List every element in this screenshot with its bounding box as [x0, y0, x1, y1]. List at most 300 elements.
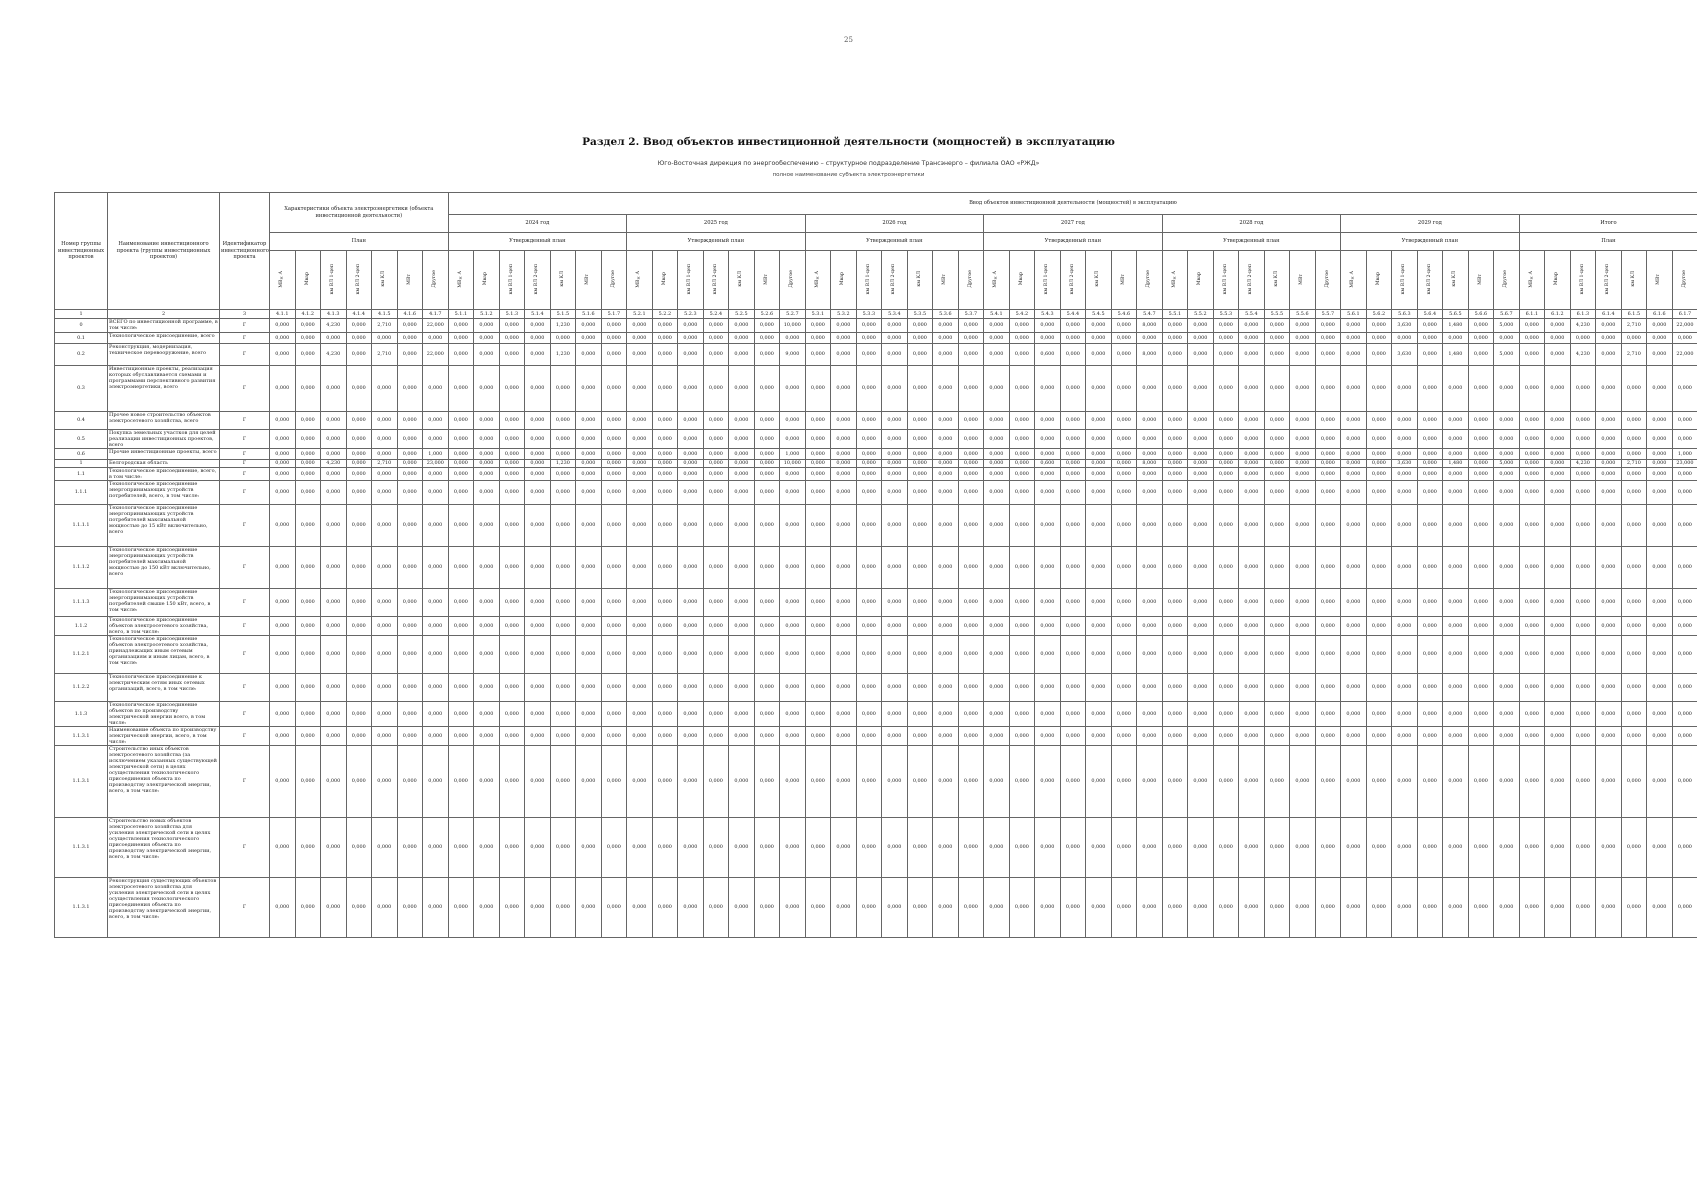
row-value: 0,000: [984, 468, 1010, 481]
row-value: 0,000: [1647, 746, 1673, 818]
row-value: 0,000: [831, 460, 857, 468]
row-value: 0,000: [346, 460, 372, 468]
header-unit: [856, 251, 882, 310]
row-value: 0,000: [754, 412, 780, 430]
table-row: [55, 547, 1697, 589]
row-value: 0,000: [1417, 460, 1443, 468]
row-value: 0,000: [1009, 878, 1035, 938]
row-value: 0,000: [729, 481, 755, 505]
row-value: 0,000: [1111, 589, 1137, 617]
row-value: 0,000: [1647, 636, 1673, 674]
row-value: 0,000: [754, 333, 780, 344]
row-value: 0,000: [1392, 818, 1418, 878]
row-value: 0,000: [1239, 702, 1265, 727]
column-number: 3: [220, 310, 270, 319]
row-value: 0,000: [703, 460, 729, 468]
row-value: 0,000: [652, 430, 678, 449]
row-value: 0,000: [933, 430, 959, 449]
row-value: 0,000: [729, 468, 755, 481]
row-value: 0,000: [270, 547, 296, 589]
row-value: 0,000: [1621, 636, 1647, 674]
row-value: 0,000: [1213, 617, 1239, 636]
row-value: 0,000: [1035, 430, 1061, 449]
row-value: 0,000: [1392, 449, 1418, 460]
row-value: 0,000: [1188, 460, 1214, 468]
row-value: 0,000: [1621, 746, 1647, 818]
row-value: 0,000: [729, 702, 755, 727]
row-value: 0,000: [856, 547, 882, 589]
row-value: 0,000: [525, 430, 551, 449]
header-approved-plan: Утвержденный план: [1341, 233, 1520, 251]
header-unit-label: км КЛ: [1095, 271, 1101, 287]
row-value: 0,000: [1545, 366, 1571, 412]
row-value: 0,000: [1111, 505, 1137, 547]
row-value: 0,000: [627, 430, 653, 449]
row-value: 0,000: [703, 505, 729, 547]
column-code: 5.2.7: [780, 310, 806, 319]
row-value: 0,000: [856, 344, 882, 366]
row-number: 1.1.1.2: [55, 547, 108, 589]
row-value: 0,000: [805, 412, 831, 430]
row-value: 0,000: [321, 636, 347, 674]
row-value: 0,000: [831, 727, 857, 746]
row-value: 0,000: [499, 460, 525, 468]
row-value: 0,000: [295, 430, 321, 449]
row-value: 0,000: [729, 449, 755, 460]
row-value: 0,000: [448, 468, 474, 481]
row-value: 0,000: [499, 818, 525, 878]
row-value: 0,000: [1468, 727, 1494, 746]
row-value: 0,000: [1213, 430, 1239, 449]
row-value: 0,000: [1162, 547, 1188, 589]
table-row: [55, 481, 1697, 505]
row-value: 0,000: [1392, 366, 1418, 412]
row-value: 0,000: [1264, 617, 1290, 636]
row-value: 0,000: [346, 727, 372, 746]
row-value: 9,000: [780, 344, 806, 366]
row-value: 0,000: [1239, 468, 1265, 481]
row-value: 0,000: [1647, 344, 1673, 366]
row-value: 0,000: [525, 468, 551, 481]
row-value: 0,000: [1264, 319, 1290, 333]
row-value: 0,000: [1621, 547, 1647, 589]
row-value: 0,000: [1264, 636, 1290, 674]
row-value: 0,000: [1443, 702, 1469, 727]
row-name: Технологическое присоединение к электрическим сетям иных сетевых организаций, всего, в том числе:: [108, 674, 220, 702]
row-value: 0,000: [1366, 727, 1392, 746]
row-value: 0,000: [1188, 344, 1214, 366]
row-value: 0,000: [1519, 727, 1545, 746]
row-value: 0,000: [1239, 589, 1265, 617]
row-value: 0,000: [1417, 412, 1443, 430]
row-value: 0,000: [321, 878, 347, 938]
row-value: 0,000: [270, 818, 296, 878]
row-value: 0,000: [1366, 505, 1392, 547]
row-value: 1,230: [550, 344, 576, 366]
table-row: [55, 617, 1697, 636]
row-value: 0,000: [372, 468, 398, 481]
row-value: 0,000: [321, 333, 347, 344]
row-value: 0,000: [270, 636, 296, 674]
header-unit-label: МВт: [406, 273, 412, 285]
header-unit-label: км ВЛ 1-цеп: [865, 263, 871, 295]
row-value: 0,000: [346, 617, 372, 636]
header-unit-label: МВ×А: [1528, 270, 1534, 288]
row-value: 0,000: [601, 674, 627, 702]
row-value: 0,000: [1417, 746, 1443, 818]
row-value: 0,000: [1239, 505, 1265, 547]
table-row: [55, 636, 1697, 674]
row-value: 0,000: [652, 468, 678, 481]
row-value: 0,000: [1468, 449, 1494, 460]
row-value: 0,000: [1188, 412, 1214, 430]
row-value: 0,000: [295, 617, 321, 636]
row-value: 0,000: [678, 460, 704, 468]
row-value: 0,000: [652, 702, 678, 727]
row-value: 0,000: [627, 344, 653, 366]
row-number: 1.1.1: [55, 481, 108, 505]
row-value: 0,000: [1213, 344, 1239, 366]
row-value: 0,000: [1417, 636, 1443, 674]
row-value: 0,000: [1341, 430, 1367, 449]
row-value: 0,000: [397, 674, 423, 702]
row-value: 0,000: [984, 818, 1010, 878]
row-value: 0,000: [1315, 430, 1341, 449]
row-value: 0,000: [1264, 547, 1290, 589]
column-code: 5.5.3: [1213, 310, 1239, 319]
row-value: 0,000: [423, 366, 449, 412]
row-value: 0,000: [1035, 412, 1061, 430]
row-value: 0,000: [627, 746, 653, 818]
row-value: 0,000: [1035, 727, 1061, 746]
row-value: 0,000: [1596, 344, 1622, 366]
row-value: 0,000: [627, 505, 653, 547]
row-value: 0,000: [1443, 746, 1469, 818]
row-value: 0,000: [1417, 674, 1443, 702]
row-value: 0,000: [958, 674, 984, 702]
row-value: 0,000: [907, 636, 933, 674]
row-value: 0,000: [1086, 344, 1112, 366]
row-value: 0,000: [831, 481, 857, 505]
row-value: 0,000: [448, 481, 474, 505]
row-value: 0,000: [754, 344, 780, 366]
row-value: 0,000: [1213, 547, 1239, 589]
header-unit-label: Мвар: [1018, 272, 1024, 286]
row-value: 0,000: [576, 727, 602, 746]
row-value: 0,000: [1086, 746, 1112, 818]
row-value: 0,000: [1239, 636, 1265, 674]
row-value: 0,000: [1086, 468, 1112, 481]
row-value: 0,000: [1672, 878, 1697, 938]
row-name: Прочие инвестиционные проекты, всего: [108, 449, 220, 460]
column-code: 5.3.7: [958, 310, 984, 319]
header-unit: [678, 251, 704, 310]
row-value: 0,000: [1290, 319, 1316, 333]
row-value: 0,000: [1443, 430, 1469, 449]
row-value: 0,000: [627, 481, 653, 505]
row-value: 0,000: [1213, 674, 1239, 702]
row-value: 0,000: [627, 636, 653, 674]
row-value: 0,000: [933, 344, 959, 366]
column-code: 5.4.7: [1137, 310, 1163, 319]
header-unit: [1239, 251, 1265, 310]
row-value: 0,000: [856, 449, 882, 460]
row-value: 0,000: [1162, 818, 1188, 878]
row-id: Г: [220, 505, 270, 547]
row-value: 0,000: [1060, 449, 1086, 460]
row-value: 0,000: [1009, 481, 1035, 505]
row-value: 0,000: [1417, 344, 1443, 366]
row-value: 0,000: [499, 674, 525, 702]
row-value: 0,000: [295, 589, 321, 617]
header-unit-label: км ВЛ 2-цеп: [712, 263, 718, 295]
row-value: 0,000: [882, 878, 908, 938]
row-value: 0,000: [1570, 481, 1596, 505]
row-value: 0,000: [1264, 468, 1290, 481]
column-code: 5.4.2: [1009, 310, 1035, 319]
row-value: 0,000: [933, 505, 959, 547]
row-value: 0,000: [1494, 547, 1520, 589]
row-value: 0,000: [1672, 636, 1697, 674]
row-name: Технологическое присоединение объектов по производству электрической энергии всего, в том числе:: [108, 702, 220, 727]
row-number: 0.1: [55, 333, 108, 344]
row-value: 0,000: [270, 617, 296, 636]
commissioning-table: [54, 192, 1697, 938]
row-value: 0,000: [933, 746, 959, 818]
row-value: 0,000: [754, 547, 780, 589]
row-value: 0,000: [1366, 636, 1392, 674]
row-value: 0,000: [1392, 481, 1418, 505]
row-value: 0,000: [933, 319, 959, 333]
table-body: [55, 319, 1697, 938]
row-value: 4,230: [321, 319, 347, 333]
header-unit: [550, 251, 576, 310]
row-value: 0,000: [882, 818, 908, 878]
row-value: 0,000: [448, 344, 474, 366]
row-value: 0,000: [448, 746, 474, 818]
row-value: 0,000: [346, 818, 372, 878]
row-value: 0,000: [984, 727, 1010, 746]
row-value: 0,000: [958, 430, 984, 449]
column-code: 6.1.7: [1672, 310, 1697, 319]
row-value: 0,000: [321, 468, 347, 481]
row-value: 0,000: [423, 430, 449, 449]
row-value: 0,000: [729, 344, 755, 366]
row-value: 0,000: [1086, 412, 1112, 430]
row-value: 0,000: [1647, 481, 1673, 505]
row-value: 0,000: [397, 818, 423, 878]
row-value: 0,000: [1468, 412, 1494, 430]
row-value: 0,000: [1188, 818, 1214, 878]
row-value: 0,000: [1137, 674, 1163, 702]
header-unit-label: Мвар: [1554, 272, 1560, 286]
row-value: 0,000: [933, 412, 959, 430]
row-id: Г: [220, 547, 270, 589]
row-value: 0,000: [933, 547, 959, 589]
row-value: 0,000: [1519, 333, 1545, 344]
row-value: 0,000: [780, 366, 806, 412]
row-name: Инвестиционные проекты, реализация которых обуславливается схемами и программами перспективного развития электроэнергетики, всего: [108, 366, 220, 412]
row-value: 0,000: [627, 547, 653, 589]
row-value: 0,000: [346, 449, 372, 460]
row-value: 0,000: [1341, 818, 1367, 878]
row-value: 0,000: [1137, 589, 1163, 617]
row-value: 0,000: [423, 636, 449, 674]
row-value: 0,000: [1647, 702, 1673, 727]
row-value: 0,000: [1086, 878, 1112, 938]
table-row: [55, 702, 1697, 727]
row-value: 0,000: [499, 468, 525, 481]
row-value: 0,000: [1672, 589, 1697, 617]
row-value: 0,000: [652, 727, 678, 746]
row-value: 0,000: [1290, 547, 1316, 589]
table-row: [55, 818, 1697, 878]
row-value: 0,000: [1468, 746, 1494, 818]
row-value: 0,000: [1519, 344, 1545, 366]
row-value: 0,000: [652, 746, 678, 818]
row-value: 0,000: [1341, 702, 1367, 727]
row-value: 0,000: [1341, 319, 1367, 333]
column-code: 5.6.5: [1443, 310, 1469, 319]
row-value: 0,000: [550, 449, 576, 460]
row-value: 0,000: [499, 319, 525, 333]
row-value: 0,000: [1290, 468, 1316, 481]
row-value: 0,000: [321, 674, 347, 702]
row-value: 0,000: [1417, 333, 1443, 344]
row-value: 0,000: [1290, 674, 1316, 702]
row-value: 0,000: [1596, 319, 1622, 333]
row-value: 0,000: [499, 344, 525, 366]
row-value: 0,000: [627, 333, 653, 344]
row-value: 0,000: [1137, 818, 1163, 878]
row-value: 0,000: [1468, 481, 1494, 505]
row-value: 0,000: [1315, 412, 1341, 430]
row-value: 0,000: [678, 727, 704, 746]
header-year: 2024 год: [448, 215, 627, 233]
row-value: 0,000: [754, 366, 780, 412]
row-value: 0,000: [831, 505, 857, 547]
row-value: 0,000: [601, 702, 627, 727]
row-value: 0,000: [1086, 589, 1112, 617]
row-value: 0,000: [1596, 481, 1622, 505]
row-value: 0,000: [1086, 674, 1112, 702]
row-value: 0,000: [1213, 449, 1239, 460]
row-value: 0,000: [474, 412, 500, 430]
row-value: 0,000: [678, 818, 704, 878]
row-value: 0,000: [448, 505, 474, 547]
row-value: 0,000: [295, 481, 321, 505]
row-value: 0,000: [1570, 366, 1596, 412]
row-value: 0,000: [780, 505, 806, 547]
row-value: 0,000: [1137, 727, 1163, 746]
row-value: 0,000: [1366, 366, 1392, 412]
row-value: 0,000: [1570, 727, 1596, 746]
row-value: 0,000: [805, 366, 831, 412]
row-value: 0,000: [984, 547, 1010, 589]
column-code: 6.1.2: [1545, 310, 1571, 319]
row-value: 0,000: [1392, 333, 1418, 344]
row-value: 0,000: [1672, 505, 1697, 547]
row-value: 0,000: [1672, 727, 1697, 746]
row-value: 0,000: [576, 505, 602, 547]
row-value: 1,480: [1443, 460, 1469, 468]
row-value: 0,000: [780, 674, 806, 702]
row-value: 0,000: [1672, 547, 1697, 589]
row-number: 1.1.3.1: [55, 727, 108, 746]
row-value: 0,000: [1519, 412, 1545, 430]
row-value: 0,000: [856, 430, 882, 449]
row-value: 0,000: [1239, 319, 1265, 333]
row-value: 0,000: [1213, 702, 1239, 727]
row-value: 22,000: [423, 319, 449, 333]
table-row: [55, 430, 1697, 449]
row-value: 0,000: [1596, 505, 1622, 547]
row-value: 0,000: [1596, 818, 1622, 878]
row-value: 0,000: [1647, 430, 1673, 449]
row-value: 0,000: [576, 366, 602, 412]
row-value: 0,000: [627, 460, 653, 468]
header-unit: [1213, 251, 1239, 310]
row-value: 0,000: [1315, 636, 1341, 674]
row-value: 0,000: [1366, 481, 1392, 505]
row-value: 0,000: [270, 505, 296, 547]
header-unit-label: км КЛ: [1452, 271, 1458, 287]
row-value: 0,000: [423, 412, 449, 430]
row-value: 0,000: [525, 449, 551, 460]
header-unit-label: Другое: [432, 270, 438, 288]
row-value: 0,000: [882, 319, 908, 333]
row-value: 0,000: [499, 430, 525, 449]
row-value: 0,000: [1341, 366, 1367, 412]
row-name: Реконструкция существующих объектов электросетевого хозяйства для усиления электрической сети в целях осуществления технологического присоединения объекта по производству электрической энергии, всего, в том числе:: [108, 878, 220, 938]
row-value: 0,000: [397, 481, 423, 505]
row-value: 0,000: [984, 505, 1010, 547]
row-value: 0,000: [856, 636, 882, 674]
column-code: 6.1.1: [1519, 310, 1545, 319]
row-value: 0,000: [601, 366, 627, 412]
table-row: [55, 589, 1697, 617]
row-value: 0,000: [270, 674, 296, 702]
row-value: 0,000: [933, 617, 959, 636]
row-value: 0,000: [1137, 505, 1163, 547]
row-value: 0,000: [627, 449, 653, 460]
row-number: 1.1.2.2: [55, 674, 108, 702]
row-value: 0,000: [499, 636, 525, 674]
row-value: 0,000: [474, 481, 500, 505]
row-value: 0,000: [1545, 617, 1571, 636]
header-unit: [1188, 251, 1214, 310]
row-value: 0,000: [678, 674, 704, 702]
header-approved-plan: Утвержденный план: [984, 233, 1163, 251]
organization-caption: полное наименование субъекта электроэнергетики: [772, 172, 925, 178]
row-value: 0,000: [933, 674, 959, 702]
row-value: 0,000: [627, 617, 653, 636]
column-code: 5.1.2: [474, 310, 500, 319]
row-value: 0,600: [1035, 460, 1061, 468]
row-value: 0,000: [1162, 430, 1188, 449]
row-value: 0,000: [576, 674, 602, 702]
row-number: 0.3: [55, 366, 108, 412]
row-value: 0,000: [1035, 505, 1061, 547]
row-value: 0,000: [984, 589, 1010, 617]
row-value: 0,000: [754, 878, 780, 938]
row-value: 0,000: [907, 430, 933, 449]
row-value: 0,000: [1494, 589, 1520, 617]
row-value: 0,000: [1468, 460, 1494, 468]
row-value: 0,000: [1111, 674, 1137, 702]
row-value: 0,000: [448, 589, 474, 617]
table-row: [55, 366, 1697, 412]
